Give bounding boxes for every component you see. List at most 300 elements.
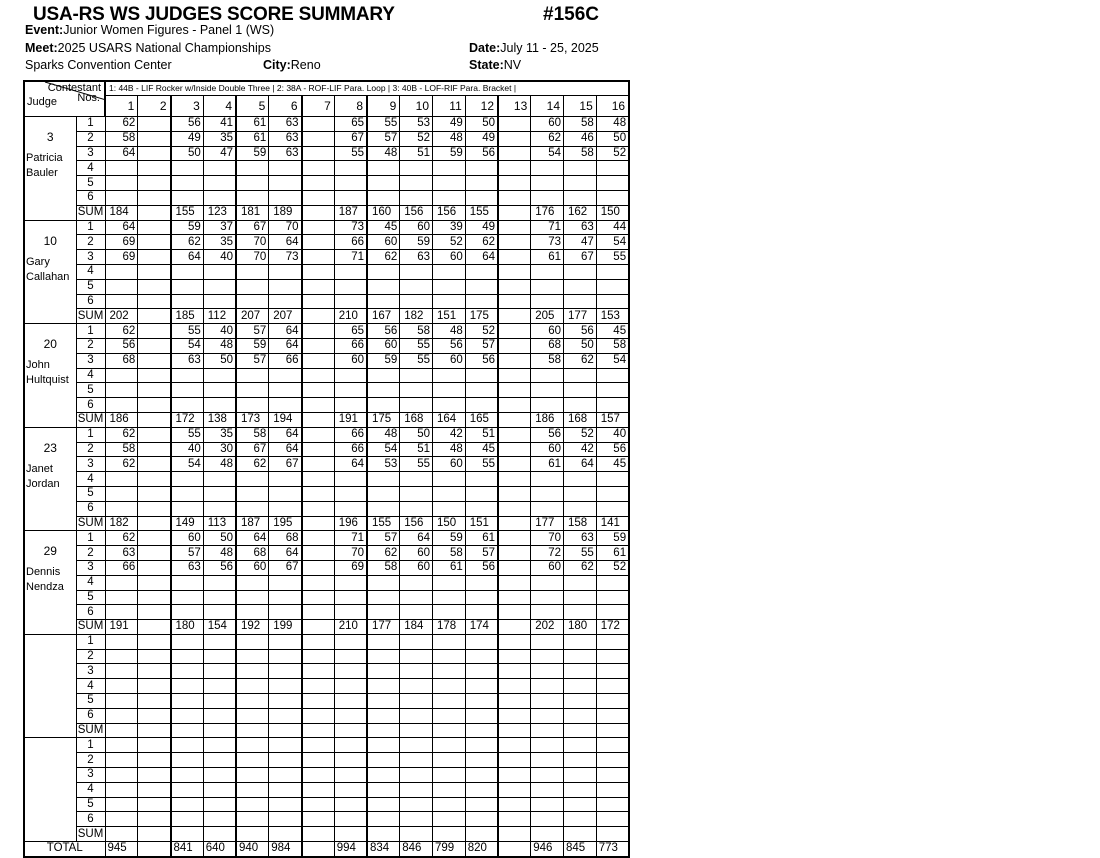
- score-cell: [138, 679, 171, 694]
- sum-cell: [236, 723, 269, 738]
- score-cell: [236, 738, 269, 753]
- score-cell: [531, 768, 564, 783]
- score-cell: [498, 220, 531, 235]
- score-cell: [498, 264, 531, 279]
- score-cell: [236, 753, 269, 768]
- score-cell: [367, 738, 400, 753]
- score-cell: [203, 812, 236, 827]
- corner-header: [24, 81, 105, 117]
- score-cell: [433, 279, 466, 294]
- judge-label: Judge: [27, 96, 57, 108]
- score-cell: [269, 486, 302, 501]
- sum-cell: [302, 620, 335, 635]
- score-cell: [203, 634, 236, 649]
- score-cell: [302, 353, 335, 368]
- row-label: 3: [76, 560, 105, 575]
- score-cell: [531, 161, 564, 176]
- total-cell: [498, 842, 531, 857]
- score-cell: 49: [433, 117, 466, 132]
- sum-row: [24, 620, 629, 635]
- score-cell: [433, 679, 466, 694]
- score-cell: [334, 768, 367, 783]
- sum-cell: 112: [203, 309, 236, 324]
- sum-cell: 181: [236, 205, 269, 220]
- score-cell: 59: [400, 235, 433, 250]
- score-cell: [400, 708, 433, 723]
- score-cell: [465, 176, 498, 191]
- score-cell: [564, 264, 597, 279]
- score-cell: [367, 190, 400, 205]
- score-cell: [400, 694, 433, 709]
- score-cell: 58: [105, 442, 138, 457]
- sum-cell: [138, 412, 171, 427]
- score-cell: [433, 398, 466, 413]
- sum-cell: 191: [334, 412, 367, 427]
- sum-cell: [138, 723, 171, 738]
- score-cell: [596, 501, 629, 516]
- score-cell: [269, 738, 302, 753]
- sum-cell: 154: [203, 620, 236, 635]
- score-cell: [596, 279, 629, 294]
- sum-cell: [433, 827, 466, 842]
- score-cell: [498, 590, 531, 605]
- state-value: NV: [503, 58, 522, 72]
- score-cell: [596, 605, 629, 620]
- score-cell: 64: [269, 338, 302, 353]
- score-row: [24, 457, 629, 472]
- score-cell: [596, 753, 629, 768]
- score-cell: [269, 161, 302, 176]
- score-cell: [269, 383, 302, 398]
- score-row: [24, 279, 629, 294]
- score-cell: [596, 264, 629, 279]
- score-cell: 52: [400, 131, 433, 146]
- score-cell: [269, 797, 302, 812]
- sum-row: [24, 412, 629, 427]
- score-cell: [367, 605, 400, 620]
- score-cell: 48: [367, 427, 400, 442]
- total-cell: 834: [367, 842, 400, 857]
- score-row: [24, 220, 629, 235]
- score-cell: [171, 575, 204, 590]
- score-cell: [433, 797, 466, 812]
- score-cell: 40: [171, 442, 204, 457]
- score-cell: 60: [400, 546, 433, 561]
- row-label: 4: [76, 368, 105, 383]
- score-cell: 45: [596, 457, 629, 472]
- score-cell: 59: [367, 353, 400, 368]
- score-cell: [269, 664, 302, 679]
- score-cell: 61: [531, 457, 564, 472]
- score-cell: 61: [236, 117, 269, 132]
- sum-cell: 185: [171, 309, 204, 324]
- score-cell: 56: [105, 338, 138, 353]
- score-cell: 70: [269, 220, 302, 235]
- sum-cell: 207: [269, 309, 302, 324]
- score-row: [24, 383, 629, 398]
- score-cell: [105, 708, 138, 723]
- row-label: 3: [76, 146, 105, 161]
- sum-cell: [302, 412, 335, 427]
- score-cell: [138, 250, 171, 265]
- score-cell: [498, 457, 531, 472]
- score-cell: 56: [433, 338, 466, 353]
- score-cell: [564, 768, 597, 783]
- sum-cell: 187: [334, 205, 367, 220]
- score-cell: [203, 753, 236, 768]
- score-cell: 51: [400, 146, 433, 161]
- score-cell: [367, 486, 400, 501]
- sum-cell: 172: [596, 620, 629, 635]
- score-cell: 54: [596, 235, 629, 250]
- sum-cell: [138, 516, 171, 531]
- meet-value: 2025 USARS National Championships: [57, 41, 271, 55]
- score-cell: [105, 768, 138, 783]
- score-cell: [171, 590, 204, 605]
- score-cell: [531, 575, 564, 590]
- score-cell: [334, 575, 367, 590]
- score-cell: 44: [596, 220, 629, 235]
- score-cell: 62: [105, 324, 138, 339]
- score-cell: [302, 131, 335, 146]
- score-cell: [105, 753, 138, 768]
- score-cell: [400, 738, 433, 753]
- score-cell: [105, 501, 138, 516]
- score-cell: [498, 694, 531, 709]
- city-value: Reno: [290, 58, 321, 72]
- score-cell: 49: [465, 220, 498, 235]
- score-cell: 58: [596, 338, 629, 353]
- score-cell: [236, 708, 269, 723]
- score-cell: [596, 679, 629, 694]
- score-cell: [334, 634, 367, 649]
- score-cell: 55: [400, 353, 433, 368]
- score-row: [24, 324, 629, 339]
- score-cell: [302, 575, 335, 590]
- score-cell: [531, 472, 564, 487]
- score-row: [24, 131, 629, 146]
- contestant-number: 13: [498, 96, 531, 117]
- score-cell: [171, 782, 204, 797]
- score-cell: [138, 176, 171, 191]
- score-cell: 55: [400, 457, 433, 472]
- score-cell: 48: [596, 117, 629, 132]
- score-cell: 64: [236, 531, 269, 546]
- score-cell: [400, 264, 433, 279]
- score-cell: [498, 190, 531, 205]
- score-cell: [367, 472, 400, 487]
- score-cell: [531, 398, 564, 413]
- sum-cell: [531, 827, 564, 842]
- score-row: [24, 634, 629, 649]
- sum-cell: 191: [105, 620, 138, 635]
- score-cell: [138, 131, 171, 146]
- score-cell: [596, 575, 629, 590]
- score-cell: 61: [433, 560, 466, 575]
- sum-cell: 149: [171, 516, 204, 531]
- score-cell: 60: [400, 560, 433, 575]
- score-cell: 64: [334, 457, 367, 472]
- score-cell: [236, 190, 269, 205]
- score-cell: [236, 634, 269, 649]
- score-cell: 62: [531, 131, 564, 146]
- score-cell: [400, 812, 433, 827]
- score-cell: [105, 679, 138, 694]
- score-cell: 57: [367, 131, 400, 146]
- score-cell: [367, 753, 400, 768]
- score-row: [24, 264, 629, 279]
- score-cell: [334, 294, 367, 309]
- score-cell: 66: [334, 442, 367, 457]
- score-cell: [498, 442, 531, 457]
- score-cell: 64: [269, 427, 302, 442]
- score-cell: 51: [400, 442, 433, 457]
- score-cell: [531, 679, 564, 694]
- total-row: [24, 842, 629, 857]
- score-row: [24, 753, 629, 768]
- score-cell: [236, 486, 269, 501]
- score-cell: [138, 738, 171, 753]
- contestant-number: 16: [596, 96, 629, 117]
- score-cell: [236, 679, 269, 694]
- score-cell: [596, 649, 629, 664]
- score-cell: 58: [236, 427, 269, 442]
- score-cell: [269, 649, 302, 664]
- score-cell: [203, 664, 236, 679]
- score-cell: [171, 812, 204, 827]
- score-cell: [203, 782, 236, 797]
- score-cell: [465, 264, 498, 279]
- score-cell: [531, 383, 564, 398]
- sum-cell: [138, 620, 171, 635]
- score-row: [24, 575, 629, 590]
- score-cell: 50: [203, 353, 236, 368]
- row-label: SUM: [77, 413, 104, 426]
- score-cell: 65: [334, 324, 367, 339]
- score-cell: 62: [105, 427, 138, 442]
- score-cell: 58: [564, 117, 597, 132]
- score-cell: [203, 694, 236, 709]
- score-cell: [334, 605, 367, 620]
- score-cell: 70: [236, 250, 269, 265]
- score-cell: [531, 264, 564, 279]
- score-row: [24, 146, 629, 161]
- event-value: Junior Women Figures - Panel 1 (WS): [63, 23, 275, 37]
- score-cell: [498, 353, 531, 368]
- judge-number: 10: [43, 233, 57, 248]
- score-cell: [203, 161, 236, 176]
- event-number: #156C: [543, 4, 599, 25]
- score-cell: [400, 679, 433, 694]
- score-cell: [465, 472, 498, 487]
- score-cell: [171, 753, 204, 768]
- score-cell: [433, 812, 466, 827]
- sum-cell: [138, 205, 171, 220]
- sum-cell: [498, 620, 531, 635]
- sum-cell: [302, 205, 335, 220]
- score-cell: 56: [171, 117, 204, 132]
- score-cell: [302, 560, 335, 575]
- score-cell: [498, 812, 531, 827]
- score-cell: [269, 753, 302, 768]
- score-cell: [138, 605, 171, 620]
- sum-cell: [105, 827, 138, 842]
- sum-cell: 180: [564, 620, 597, 635]
- score-cell: 64: [171, 250, 204, 265]
- row-label: 3: [76, 457, 105, 472]
- score-cell: 48: [433, 442, 466, 457]
- sum-cell: 168: [400, 412, 433, 427]
- score-cell: 56: [367, 324, 400, 339]
- score-cell: [171, 649, 204, 664]
- score-cell: [367, 176, 400, 191]
- score-cell: 61: [596, 546, 629, 561]
- score-cell: [433, 190, 466, 205]
- score-cell: [138, 324, 171, 339]
- score-cell: [334, 161, 367, 176]
- sum-cell: 155: [367, 516, 400, 531]
- score-cell: [302, 782, 335, 797]
- row-label: 5: [76, 486, 105, 501]
- score-cell: 60: [334, 353, 367, 368]
- sum-cell: 156: [433, 205, 466, 220]
- event-line: [25, 23, 274, 37]
- score-cell: [433, 176, 466, 191]
- score-cell: [531, 797, 564, 812]
- score-cell: [302, 190, 335, 205]
- score-cell: [269, 575, 302, 590]
- score-cell: [433, 590, 466, 605]
- sum-cell: 155: [171, 205, 204, 220]
- score-cell: [531, 190, 564, 205]
- contestant-number: 2: [138, 96, 171, 117]
- score-cell: [138, 634, 171, 649]
- contestant-number: 9: [367, 96, 400, 117]
- score-cell: [367, 649, 400, 664]
- score-cell: [400, 590, 433, 605]
- score-cell: [334, 812, 367, 827]
- sum-cell: 123: [203, 205, 236, 220]
- score-row: [24, 664, 629, 679]
- score-cell: 53: [367, 457, 400, 472]
- score-cell: [334, 472, 367, 487]
- score-row: [24, 176, 629, 191]
- sum-cell: 158: [564, 516, 597, 531]
- score-cell: [138, 501, 171, 516]
- sum-cell: [433, 723, 466, 738]
- score-cell: [596, 398, 629, 413]
- score-cell: [465, 634, 498, 649]
- score-cell: 52: [465, 324, 498, 339]
- meet-label: Meet:: [25, 41, 58, 55]
- judge-name: [25, 151, 76, 181]
- score-cell: [269, 368, 302, 383]
- score-cell: [236, 694, 269, 709]
- score-cell: [203, 398, 236, 413]
- score-cell: [302, 235, 335, 250]
- score-cell: 73: [269, 250, 302, 265]
- score-cell: 50: [564, 338, 597, 353]
- score-cell: [334, 501, 367, 516]
- contestant-number: 14: [531, 96, 564, 117]
- score-cell: [367, 782, 400, 797]
- score-cell: 40: [596, 427, 629, 442]
- score-cell: [138, 457, 171, 472]
- score-cell: [531, 738, 564, 753]
- score-cell: 60: [433, 250, 466, 265]
- score-cell: [465, 575, 498, 590]
- score-cell: [564, 634, 597, 649]
- score-cell: 40: [203, 250, 236, 265]
- sum-cell: [138, 309, 171, 324]
- sum-cell: 155: [465, 205, 498, 220]
- score-cell: [138, 664, 171, 679]
- sum-cell: 156: [400, 516, 433, 531]
- score-cell: [596, 176, 629, 191]
- score-cell: 48: [203, 457, 236, 472]
- score-cell: [138, 117, 171, 132]
- sum-cell: 194: [269, 412, 302, 427]
- score-cell: 55: [334, 146, 367, 161]
- total-cell: 994: [334, 842, 367, 857]
- row-label: 4: [76, 161, 105, 176]
- score-cell: [400, 398, 433, 413]
- score-cell: [433, 694, 466, 709]
- contestant-number: 4: [203, 96, 236, 117]
- score-cell: 64: [105, 220, 138, 235]
- score-row: [24, 353, 629, 368]
- score-cell: 63: [171, 560, 204, 575]
- score-cell: [302, 294, 335, 309]
- score-cell: [105, 161, 138, 176]
- score-cell: 49: [465, 131, 498, 146]
- score-cell: 47: [564, 235, 597, 250]
- score-cell: 30: [203, 442, 236, 457]
- score-cell: [302, 634, 335, 649]
- score-cell: [236, 590, 269, 605]
- score-cell: [334, 708, 367, 723]
- contestant-number: 10: [400, 96, 433, 117]
- score-cell: [498, 560, 531, 575]
- sum-row: [24, 309, 629, 324]
- score-cell: [171, 708, 204, 723]
- score-cell: 50: [171, 146, 204, 161]
- sum-cell: [596, 827, 629, 842]
- score-cell: [498, 161, 531, 176]
- score-cell: [564, 472, 597, 487]
- sum-cell: [269, 723, 302, 738]
- judge-cell: [24, 427, 76, 531]
- row-label: 1: [76, 117, 105, 132]
- sum-cell: [498, 309, 531, 324]
- score-row: [24, 161, 629, 176]
- score-cell: [105, 472, 138, 487]
- score-cell: [465, 161, 498, 176]
- score-cell: [269, 605, 302, 620]
- row-label: SUM: [77, 206, 104, 219]
- score-cell: [596, 472, 629, 487]
- sum-cell: 177: [367, 620, 400, 635]
- sum-cell: 173: [236, 412, 269, 427]
- score-cell: 50: [596, 131, 629, 146]
- score-cell: 62: [105, 531, 138, 546]
- score-cell: [203, 738, 236, 753]
- score-cell: 52: [596, 146, 629, 161]
- score-cell: 63: [269, 131, 302, 146]
- score-cell: [433, 738, 466, 753]
- score-cell: [302, 220, 335, 235]
- score-cell: 50: [203, 531, 236, 546]
